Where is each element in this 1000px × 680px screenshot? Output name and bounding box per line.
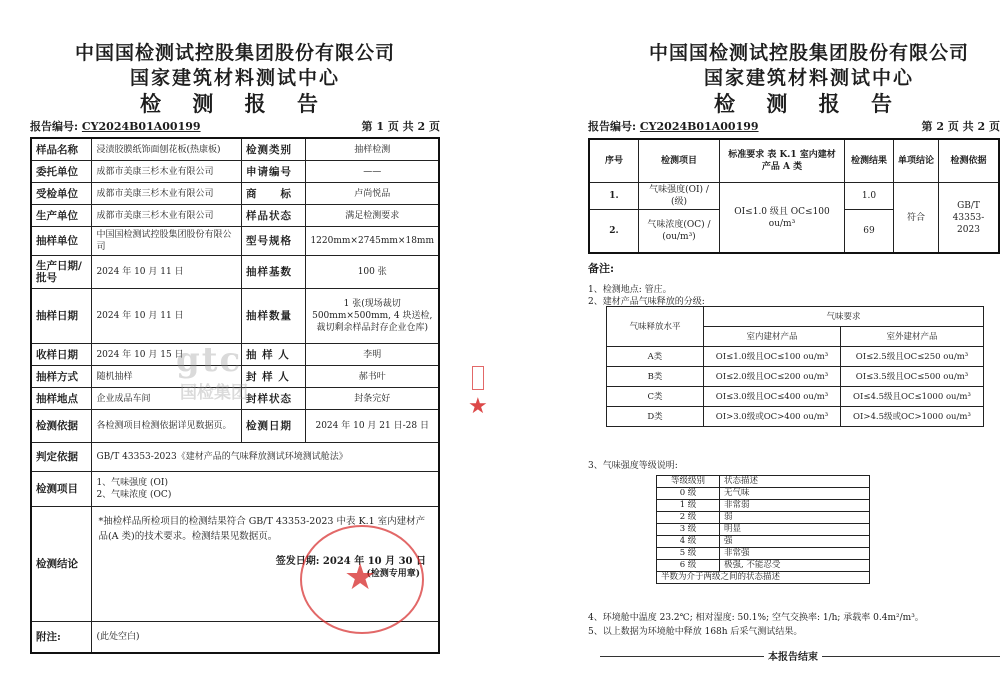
row-number: 2.: [589, 210, 639, 254]
table-header-row: [589, 139, 999, 183]
test-result: 69: [845, 210, 894, 254]
note-4: 4、环境舱中温度 23.2℃; 相对湿度: 50.1%; 空气交换率: 1/h; 承载率 0.4m²/m³。: [588, 613, 924, 623]
note-2: 2、建材产品气味释放的分级:: [588, 297, 705, 307]
field-label: 申请编号: [241, 161, 305, 183]
column-header: 检测依据: [939, 139, 1000, 183]
field-value: ——: [306, 161, 439, 183]
field-value: 中国国检测试控股集团股份有限公司: [92, 227, 242, 256]
center-name: 国家建筑材料测试中心: [129, 67, 340, 89]
field-label: 收样日期: [31, 344, 92, 366]
end-of-report: 本报告结束: [764, 648, 822, 663]
intensity-grade: 2 级: [657, 512, 720, 524]
field-label: 检测结论: [31, 507, 92, 622]
field-value: 成都市美康三杉木业有限公司: [92, 161, 242, 183]
field-label: 样品状态: [241, 205, 305, 227]
company-name: 中国国检测试控股集团股份有限公司: [74, 42, 395, 64]
table-row: [657, 524, 870, 536]
field-label: 抽样方式: [31, 366, 92, 388]
results-table: [588, 138, 1000, 254]
table-row: [607, 407, 984, 427]
report-page-2: [540, 0, 1000, 680]
report-number-label: 报告编号:: [30, 120, 79, 133]
intensity-footer: 半数为介于两级之间的状态描述: [657, 572, 870, 584]
field-label: 商 标: [241, 183, 305, 205]
field-label: 抽样基数: [241, 256, 305, 289]
field-value: 浸渍胶膜纸饰面刨花板(热康板): [92, 138, 242, 161]
field-label: 检测项目: [31, 472, 92, 507]
field-value: 成都市美康三杉木业有限公司: [92, 205, 242, 227]
note-5: 5、以上数据为环境舱中释放 168h 后采气测试结果。: [588, 627, 803, 637]
column-header: 气味释放水平: [607, 307, 704, 347]
field-value: 2024 年 10 月 11 日: [92, 256, 242, 289]
report-number-value: CY2024B01A00199: [639, 120, 759, 133]
intensity-table: [656, 475, 870, 584]
company-name: 中国国检测试控股集团股份有限公司: [648, 42, 969, 64]
field-value: 企业成品车间: [92, 388, 242, 410]
field-value: 2024 年 10 月 15 日: [92, 344, 242, 366]
page-info: 第 2 页 共 2 页: [921, 120, 1000, 133]
note-3: 3、气味强度等级说明:: [588, 461, 678, 471]
field-value: 抽样检测: [306, 138, 439, 161]
column-header: 等级级别: [657, 476, 720, 488]
table-row: [657, 560, 870, 572]
table-row: [31, 256, 439, 289]
table-row: [657, 548, 870, 560]
table-row: [607, 347, 984, 367]
field-label: 抽样地点: [31, 388, 92, 410]
odor-grade-table: [606, 306, 984, 427]
note-1: 1、检测地点: 管庄。: [588, 285, 672, 295]
field-value: 1 张(现场裁切 500mm×500mm, 4 块送检, 裁切剩余样品封存企业仓库): [306, 289, 439, 344]
intensity-desc: 弱: [720, 512, 870, 524]
field-label: 受检单位: [31, 183, 92, 205]
stamp-label: (检测专用章): [366, 569, 420, 579]
grade-level: D类: [607, 407, 704, 427]
report-title: 检 测 报 告: [140, 91, 330, 116]
field-value: 卢尚悦品: [306, 183, 439, 205]
standard-requirement: OI≤1.0 级且 OC≤100 ou/m³: [720, 183, 845, 254]
table-header-row: [657, 476, 870, 488]
field-label: 封 样 人: [241, 366, 305, 388]
table-row: [657, 500, 870, 512]
notes-title: 备注:: [588, 262, 615, 275]
report-title: 检 测 报 告: [714, 91, 904, 116]
table-row: [31, 289, 439, 344]
grade-level: A类: [607, 347, 704, 367]
page-info: 第 1 页 共 2 页: [361, 120, 440, 133]
field-label: 样品名称: [31, 138, 92, 161]
field-label: 封样状态: [241, 388, 305, 410]
intensity-desc: 极强, 不能忍受: [720, 560, 870, 572]
intensity-desc: 非常弱: [720, 500, 870, 512]
row-number: 1.: [589, 183, 639, 210]
column-header: 状态描述: [720, 476, 870, 488]
column-header: 检测项目: [639, 139, 720, 183]
field-label: 生产日期/批号: [31, 256, 92, 289]
field-label: 检测依据: [31, 410, 92, 443]
table-row: [589, 183, 999, 210]
intensity-grade: 0 级: [657, 488, 720, 500]
field-label: 检测类别: [241, 138, 305, 161]
test-item: 气味强度(OI) / (级): [639, 183, 720, 210]
column-header: 室内建材产品: [704, 327, 841, 347]
column-header: 标准要求 表 K.1 室内建材产品 A 类: [720, 139, 845, 183]
test-item-1: 1、气味强度 (OI): [96, 478, 168, 488]
report-number: [30, 118, 201, 134]
field-label: 抽样数量: [241, 289, 305, 344]
official-seal-icon: [300, 525, 424, 634]
field-label: 抽样单位: [31, 227, 92, 256]
outdoor-requirement: OI≤4.5级且OC≤1000 ou/m³: [840, 387, 983, 407]
intensity-grade: 1 级: [657, 500, 720, 512]
field-value: 李明: [306, 344, 439, 366]
field-label: 检测日期: [241, 410, 305, 443]
indoor-requirement: OI≤1.0级且OC≤100 ou/m³: [704, 347, 841, 367]
field-value: [92, 472, 439, 507]
table-row: [31, 138, 439, 161]
column-header: 检测结果: [845, 139, 894, 183]
field-value: 2024 年 10 月 11 日: [92, 289, 242, 344]
table-row: [657, 512, 870, 524]
table-row: [607, 367, 984, 387]
table-row: [31, 183, 439, 205]
column-header: 序号: [589, 139, 639, 183]
indoor-requirement: OI>3.0级或OC>400 ou/m³: [704, 407, 841, 427]
report-number-label: 报告编号:: [588, 120, 637, 133]
table-row: [657, 572, 870, 584]
indoor-requirement: OI≤2.0级且OC≤200 ou/m³: [704, 367, 841, 387]
seal-star-icon: ★: [344, 557, 377, 598]
item-conclusion: 符合: [894, 183, 939, 254]
outdoor-requirement: OI>4.5级或OC>1000 ou/m³: [840, 407, 983, 427]
field-label: 生产单位: [31, 205, 92, 227]
report-number: [588, 118, 759, 134]
intensity-desc: 强: [720, 536, 870, 548]
field-value: GB/T 43353-2023《建材产品的气味释放测试环境测试舱法》: [92, 443, 439, 472]
field-value: 2024 年 10 月 21 日-28 日: [306, 410, 439, 443]
field-value: 各检测项目检测依据详见数据页。: [92, 410, 242, 443]
intensity-grade: 6 级: [657, 560, 720, 572]
intensity-grade: 4 级: [657, 536, 720, 548]
test-item-2: 2、气味浓度 (OC): [96, 490, 172, 500]
column-header: 单项结论: [894, 139, 939, 183]
watermark-logo: gtc: [176, 340, 243, 380]
table-row: [31, 410, 439, 443]
table-row: [31, 161, 439, 183]
intensity-grade: 5 级: [657, 548, 720, 560]
field-value: 满足检测要求: [306, 205, 439, 227]
table-row: [31, 472, 439, 507]
field-value: 成都市美康三杉木业有限公司: [92, 183, 242, 205]
field-label: 委托单位: [31, 161, 92, 183]
test-basis: GB/T 43353-2023: [939, 183, 1000, 254]
field-value: 郝书叶: [306, 366, 439, 388]
outdoor-requirement: OI≤3.5级且OC≤500 ou/m³: [840, 367, 983, 387]
table-row: [31, 205, 439, 227]
field-value: 1220mm×2745mm×18mm: [306, 227, 439, 256]
indoor-requirement: OI≤3.0级且OC≤400 ou/m³: [704, 387, 841, 407]
field-label: 抽 样 人: [241, 344, 305, 366]
test-item: 气味浓度(OC) / (ou/m³): [639, 210, 720, 254]
field-value: 随机抽样: [92, 366, 242, 388]
table-row: [31, 443, 439, 472]
test-result: 1.0: [845, 183, 894, 210]
grade-level: B类: [607, 367, 704, 387]
intensity-grade: 3 级: [657, 524, 720, 536]
table-row: [657, 488, 870, 500]
field-label: 判定依据: [31, 443, 92, 472]
intensity-desc: 明显: [720, 524, 870, 536]
report-number-value: CY2024B01A00199: [81, 120, 201, 133]
seam-seal-icon: ★: [470, 360, 488, 460]
table-header-row: [607, 307, 984, 327]
watermark-text: 国检集团: [180, 383, 248, 403]
grade-level: C类: [607, 387, 704, 407]
field-value: 封条完好: [306, 388, 439, 410]
outdoor-requirement: OI≤2.5级且OC≤250 ou/m³: [840, 347, 983, 367]
center-name: 国家建筑材料测试中心: [703, 67, 914, 89]
report-page-1: [0, 0, 470, 680]
table-row: [657, 536, 870, 548]
intensity-desc: 非常强: [720, 548, 870, 560]
field-label: 附注:: [31, 622, 92, 654]
table-row: [31, 227, 439, 256]
column-header: 室外建材产品: [840, 327, 983, 347]
conclusion-text: *抽检样品所检项目的检测结果符合 GB/T 43353-2023 中表 K.1 室内建材产品(A 类)的技术要求。检测结果见数据页。: [98, 516, 426, 542]
field-value: (此处空白): [92, 622, 439, 654]
table-row: [607, 387, 984, 407]
field-label: 抽样日期: [31, 289, 92, 344]
field-value: 100 张: [306, 256, 439, 289]
column-header: 气味要求: [704, 307, 984, 327]
intensity-desc: 无气味: [720, 488, 870, 500]
field-label: 型号规格: [241, 227, 305, 256]
sign-date: 签发日期: 2024 年 10 月 30 日: [275, 556, 426, 567]
